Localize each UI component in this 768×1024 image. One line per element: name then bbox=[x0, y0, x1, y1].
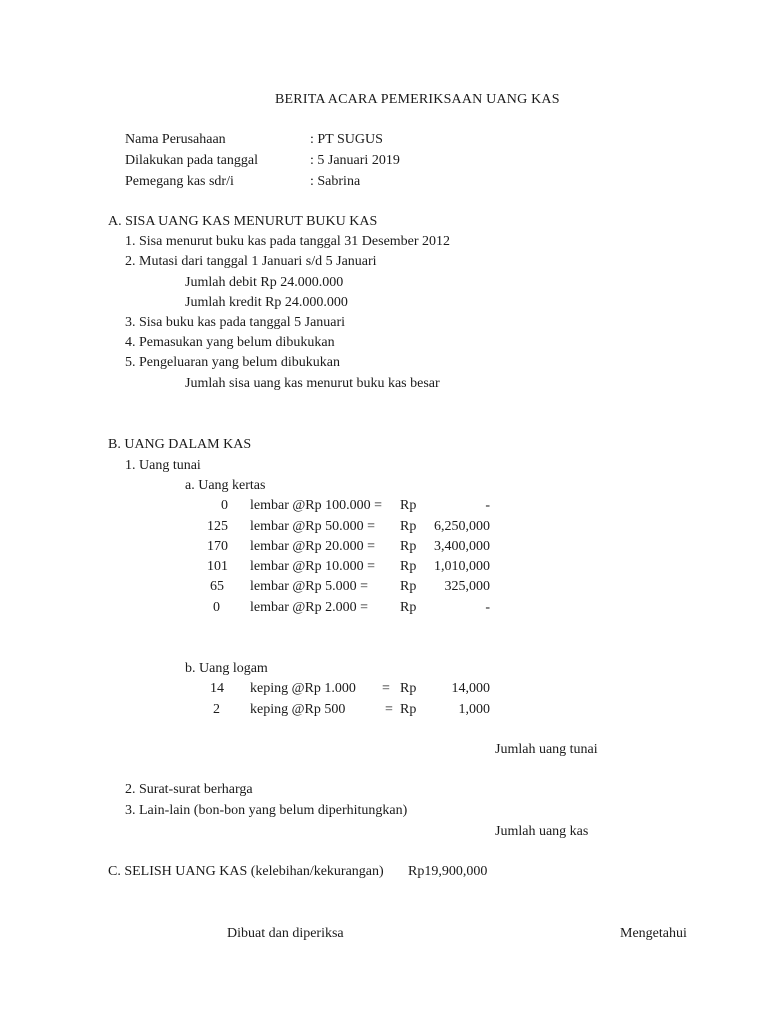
section-c-amount: Rp19,900,000 bbox=[408, 864, 488, 879]
kertas-qty: 125 bbox=[207, 519, 228, 534]
surat-berharga: 2. Surat-surat berharga bbox=[125, 782, 253, 797]
section-a-total: Jumlah sisa uang kas menurut buku kas besar bbox=[185, 376, 440, 391]
uang-kertas-label: a. Uang kertas bbox=[185, 478, 266, 493]
kertas-amount: 1,010,000 bbox=[434, 559, 490, 574]
info-label-company: Nama Perusahaan bbox=[125, 132, 226, 147]
info-value-date: : 5 Januari 2019 bbox=[310, 153, 400, 168]
kertas-desc: lembar @Rp 20.000 = bbox=[250, 539, 375, 554]
kertas-qty: 101 bbox=[207, 559, 228, 574]
info-value-company: : PT SUGUS bbox=[310, 132, 383, 147]
uang-logam-label: b. Uang logam bbox=[185, 661, 268, 676]
logam-qty: 14 bbox=[210, 681, 224, 696]
logam-desc: keping @Rp 500 bbox=[250, 702, 346, 717]
info-value-holder: : Sabrina bbox=[310, 174, 361, 189]
logam-qty: 2 bbox=[213, 702, 220, 717]
logam-amount: 1,000 bbox=[458, 702, 490, 717]
jumlah-uang-tunai: Jumlah uang tunai bbox=[495, 742, 598, 757]
kertas-amount: - bbox=[485, 498, 490, 513]
kertas-amount: 325,000 bbox=[444, 579, 490, 594]
section-a-line: Jumlah kredit Rp 24.000.000 bbox=[185, 295, 348, 310]
section-a-line: Jumlah debit Rp 24.000.000 bbox=[185, 275, 344, 290]
logam-eq: = bbox=[385, 702, 393, 717]
kertas-qty: 170 bbox=[207, 539, 228, 554]
signature-acknowledged-by: Mengetahui bbox=[620, 926, 687, 941]
kertas-rp: Rp bbox=[400, 600, 417, 615]
section-a-line: 1. Sisa menurut buku kas pada tanggal 31 Desember 2012 bbox=[125, 234, 451, 249]
kertas-amount: 3,400,000 bbox=[434, 539, 490, 554]
kertas-desc: lembar @Rp 5.000 = bbox=[250, 579, 368, 594]
signature-prepared-by: Dibuat dan diperiksa bbox=[227, 926, 344, 941]
kertas-desc: lembar @Rp 10.000 = bbox=[250, 559, 375, 574]
kertas-qty: 65 bbox=[210, 579, 224, 594]
section-a-line: 5. Pengeluaran yang belum dibukukan bbox=[125, 355, 341, 370]
kertas-rp: Rp bbox=[400, 539, 417, 554]
logam-rp: Rp bbox=[400, 702, 417, 717]
section-a-line: 4. Pemasukan yang belum dibukukan bbox=[125, 335, 335, 350]
kertas-rp: Rp bbox=[400, 559, 417, 574]
kertas-desc: lembar @Rp 2.000 = bbox=[250, 600, 368, 615]
kertas-desc: lembar @Rp 50.000 = bbox=[250, 519, 375, 534]
section-a-line: 3. Sisa buku kas pada tanggal 5 Januari bbox=[125, 315, 346, 330]
kertas-amount: 6,250,000 bbox=[434, 519, 490, 534]
logam-rp: Rp bbox=[400, 681, 417, 696]
lain-lain: 3. Lain-lain (bon-bon yang belum diperhitungkan) bbox=[125, 803, 408, 818]
kertas-amount: - bbox=[485, 600, 490, 615]
kertas-rp: Rp bbox=[400, 579, 417, 594]
kertas-qty: 0 bbox=[221, 498, 228, 513]
kertas-qty: 0 bbox=[213, 600, 220, 615]
kertas-rp: Rp bbox=[400, 498, 417, 513]
section-a-heading: A. SISA UANG KAS MENURUT BUKU KAS bbox=[108, 214, 378, 229]
logam-amount: 14,000 bbox=[451, 681, 490, 696]
logam-eq: = bbox=[382, 681, 390, 696]
section-a-line: 2. Mutasi dari tanggal 1 Januari s/d 5 Januari bbox=[125, 254, 377, 269]
info-label-date: Dilakukan pada tanggal bbox=[125, 153, 258, 168]
info-label-holder: Pemegang kas sdr/i bbox=[125, 174, 234, 189]
kertas-desc: lembar @Rp 100.000 = bbox=[250, 498, 382, 513]
logam-desc: keping @Rp 1.000 bbox=[250, 681, 356, 696]
section-b-heading: B. UANG DALAM KAS bbox=[108, 437, 252, 452]
jumlah-uang-kas: Jumlah uang kas bbox=[495, 824, 589, 839]
uang-tunai-label: 1. Uang tunai bbox=[125, 458, 201, 473]
section-c-heading: C. SELISH UANG KAS (kelebihan/kekurangan) bbox=[108, 864, 384, 879]
kertas-rp: Rp bbox=[400, 519, 417, 534]
document-title: BERITA ACARA PEMERIKSAAN UANG KAS bbox=[275, 92, 560, 107]
